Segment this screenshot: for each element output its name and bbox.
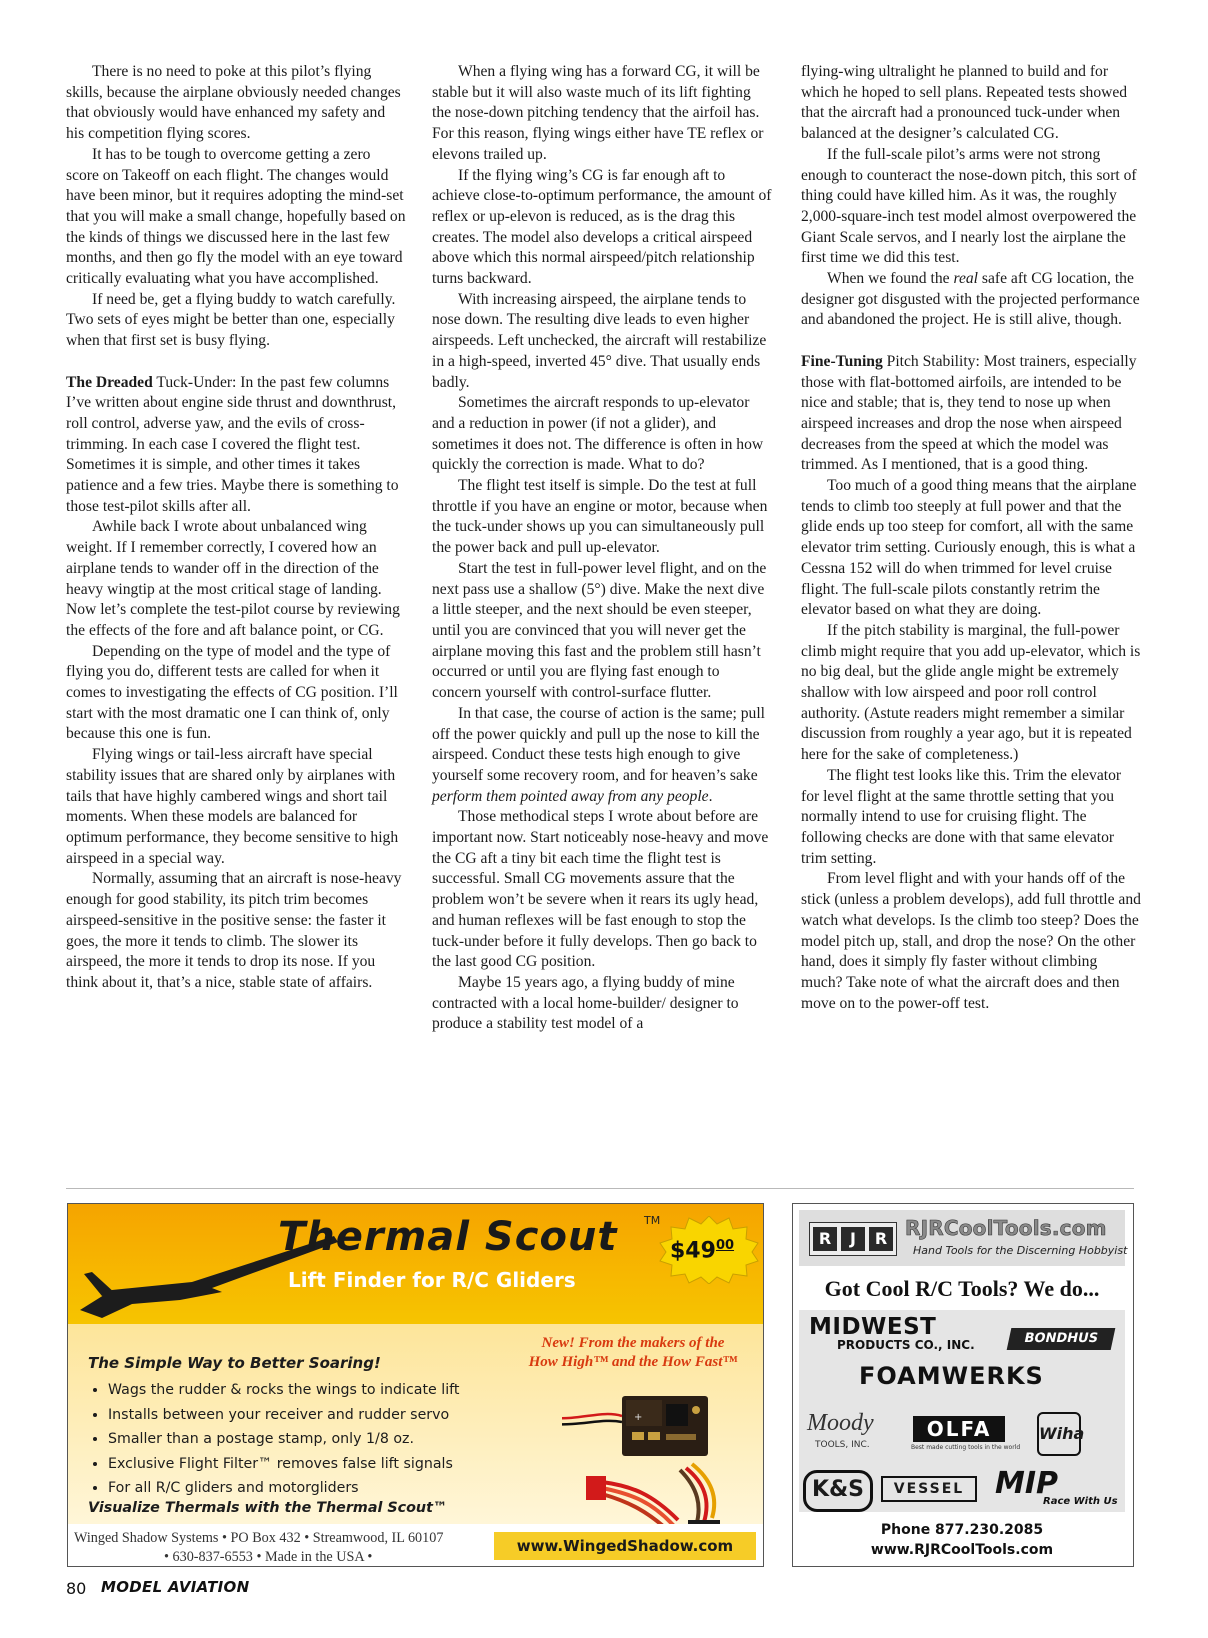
midwest-logo: MIDWEST — [809, 1314, 937, 1340]
thermal-scout-ad[interactable] — [67, 1203, 764, 1567]
article-paragraph: Normally, assuming that an aircraft is nose-heavy enough for good stability, its pitch trim becomes airspeed-sensitive in the positive sense: the faster it goes, the more it tends to climb. The slower its airspeed, the more it tends to drop its nose. If you think about it, that’s a nice, stable state of affairs. — [66, 870, 402, 991]
phone-number: Phone 877.230.2085 — [880, 1522, 1044, 1538]
company-address: Winged Shadow Systems • PO Box 432 • Streamwood, IL 60107 — [74, 1530, 444, 1546]
website-link[interactable]: www.RJRCoolTools.com — [870, 1542, 1054, 1558]
article-paragraph: If the flying wing’s CG is far enough aft to achieve close-to-optimum performance, the amount of reflex or up-elevon is reduced, as is the drag this creates. The model also develops a critical airspeed above which this normal airspeed/pitch relationship turns backward. — [432, 166, 772, 288]
midwest-subtitle: PRODUCTS CO., INC. — [837, 1338, 975, 1352]
article-column-3 — [801, 62, 1141, 1014]
ad-headline: Got Cool R/C Tools? We do... — [824, 1276, 1100, 1301]
section-heading: The Dreaded — [66, 373, 153, 391]
company-phone: • 630-837-6553 • Made in the USA • — [164, 1549, 373, 1565]
article-paragraph: If need be, get a flying buddy to watch carefully. Two sets of eyes might be better than one, especially when that first set is busy flying. — [66, 290, 396, 350]
article-column-2 — [432, 62, 772, 1035]
ad-tagline: The Simple Way to Better Soaring! — [88, 1354, 381, 1372]
article-paragraph: The flight test looks like this. Trim the elevator for level flight at the same throttle setting that you normally intend to use for cruising flight. The following checks are done with that same elevator trim setting. — [801, 766, 1122, 867]
olfa-subtitle: Best made cutting tools in the world — [911, 1444, 1021, 1451]
feature-item: • For all R/C gliders and motorgliders — [108, 1476, 588, 1501]
article-paragraph: Depending on the type of model and the type of flying you do, different tests are called for when it comes to investigating the effects of CG position. I’ll start with the most dramatic one I can think of, only because this one is fun. — [66, 642, 398, 743]
article-paragraph: The Dreaded Tuck-Under: In the past few columns I’ve written about engine side thrust and downthrust, roll control, adverse yaw, and the evils of cross-trimming. In each case I covered the flight test. Sometimes it is simple, and other times it takes patience and a few tries. Maybe there is something to those test-pilot skills after all. — [66, 373, 399, 515]
ad-subtitle: Lift Finder for R/C Gliders — [288, 1268, 576, 1292]
article-paragraph: When a flying wing has a forward CG, it will be stable but it will also waste much of its lift fighting the nose-down pitching tendency that the airfoil has. For this reason, flying wings either have TE reflex or elevons trailed up. — [432, 63, 764, 163]
site-tagline: Hand Tools for the Discerning Hobbyist — [913, 1244, 1128, 1257]
moody-logo: Moody — [807, 1410, 874, 1436]
article-paragraph: If the full-scale pilot’s arms were not strong enough to counteract the nose-down pitch, this sort of thing could have killed him. As it was, the roughly 2,000-square-inch test model almost overpowered the Giant Scale servos, and I nearly lost the airplane the first time we did this test. — [801, 145, 1137, 267]
article-column-1 — [66, 62, 406, 994]
trademark-mark: TM — [644, 1214, 661, 1227]
mip-logo: MIP — [995, 1466, 1059, 1501]
article-paragraph: With increasing airspeed, the airplane tends to nose down. The resulting dive leads to even higher airspeeds. Left unchecked, the aircraft will restabilize in a high-speed, inverted 45° dive. That usually ends badly. — [432, 290, 767, 391]
website-link[interactable]: www.WingedShadow.com — [494, 1532, 756, 1560]
rjr-cool-tools-ad[interactable] — [792, 1203, 1134, 1567]
feature-item: • Exclusive Flight Filter™ removes false lift signals — [108, 1452, 588, 1477]
ad-slogan: Visualize Thermals with the Thermal Scout™ — [88, 1500, 448, 1516]
mip-subtitle: Race With Us — [1043, 1496, 1118, 1507]
article-paragraph: There is no need to poke at this pilot’s flying skills, because the airplane obviously needed changes that obviously would have enhanced my safety and his competition flying scores. — [66, 63, 401, 143]
article-paragraph: Fine-Tuning Pitch Stability: Most trainers, especially those with flat-bottomed airfoils, are intended to be nice and stable; that is, they tend to nose up when airspeed increases and drop the nose when airspeed decreases from the speed at which the model was trimmed. As I mentioned, that is a good thing. — [801, 352, 1137, 474]
article-paragraph: Awhile back I wrote about unbalanced wing weight. If I remember correctly, I covered how an airplane tends to wander off in the direction of the heavy wingtip at the most critical stage of landing. Now let’s complete the test-pilot course by reviewing the effects of the fore and aft balance point, or CG. — [66, 518, 400, 639]
article-paragraph: Too much of a good thing means that the airplane tends to climb too steeply at full power and that the glide ends up too steep for comfort, all with the same elevator trim setting. Curiously enough, this is what a Cessna 152 will do when trimmed for level cruise flight. The full-scale pilots constantly retrim the elevator based on what they are doing. — [801, 477, 1137, 619]
article-paragraph: It has to be tough to overcome getting a zero score on Takeoff on each flight. The changes would have been minor, but it requires adopting the mind-set that you will make a small change, hopefully based on the kinds of things we discussed here in the last few months, and then go fly the model with an eye toward critically evaluating what you have accomplished. — [66, 145, 406, 288]
wiha-logo: Wiha — [1037, 1412, 1081, 1456]
magazine-name: MODEL AVIATION — [101, 1578, 250, 1596]
bondhus-logo: BONDHUS — [1007, 1328, 1116, 1350]
new-from-makers-note: New! From the makers of the How High™ and the How Fast™ — [528, 1335, 738, 1370]
article-paragraph: Those methodical steps I wrote about before are important now. Start noticeably nose-heavy and move the CG aft a tiny bit each time the flight test is successful. Small CG movements assure that the problem won’t be severe when it rears its ugly head, and human reflexes will be fast enough to stop the tuck-under before it fully develops. Then go back to the last good CG position. — [432, 808, 769, 971]
article-paragraph: When we found the real safe aft CG location, the designer got disgusted with the projected performance and abandoned the project. He is still alive, though. — [801, 270, 1140, 329]
feature-item: • Installs between your receiver and rudder servo — [108, 1403, 588, 1428]
ad-divider-rule — [66, 1188, 1134, 1189]
rjr-logo: R J R — [809, 1222, 897, 1256]
ad-title: Thermal Scout — [278, 1214, 618, 1260]
feature-item: • Wags the rudder & rocks the wings to indicate lift — [108, 1378, 588, 1403]
vessel-logo: VESSEL — [881, 1476, 977, 1502]
article-paragraph: The flight test itself is simple. Do the test at full throttle if you have an engine or motor, because when the tuck-under shows up you can simultaneously pull the power back and pull up-elevator. — [432, 477, 768, 557]
article-paragraph: If the pitch stability is marginal, the full-power climb might require that you add up-elevator, which is no big deal, but the glide angle might be extremely shallow with low airspeed and poor roll control authority. (Astute readers might remember a similar discussion from roughly a year ago, but it is repeated here for the sake of completeness.) — [801, 621, 1141, 764]
olfa-logo: OLFA — [913, 1416, 1005, 1442]
article-paragraph: Flying wings or tail-less aircraft have special stability issues that are shared only by airplanes with tails that have highly cambered wings and short tail moments. When these models are balanced for optimum performance, they become sensitive to high airspeed in a special way. — [66, 746, 399, 867]
page-number: 80 — [66, 1579, 87, 1598]
article-paragraph: Start the test in full-power level flight, and on the next pass use a shallow (5°) dive. Make the next dive a little steeper, and the next should be even steeper, until you are convinced that you will never get the airplane moving this fast and the problem still hasn’t occurred or until you are flying fast enough to concern yourself with control-surface flutter. — [432, 559, 767, 702]
site-name: RJRCoolTools.com — [905, 1216, 1107, 1240]
article-paragraph: Sometimes the aircraft responds to up-elevator and a reduction in power (if not a glider), and sometimes it does not. The difference is often in how quickly the correction is made. What to do? — [432, 394, 764, 474]
foamwerks-logo: FOAMWERKS — [859, 1362, 1044, 1390]
feature-item: • Smaller than a postage stamp, only 1/8 oz. — [108, 1427, 588, 1452]
article-paragraph: flying-wing ultralight he planned to build and for which he hoped to sell plans. Repeated tests showed that the aircraft had a pronounced tuck-under when balanced at the designer’s calculated CG. — [801, 63, 1128, 143]
article-paragraph: In that case, the course of action is the same; pull off the power quickly and pull up the nose to kill the airspeed. Conduct these tests high enough to give yourself some recovery room, and for heaven’s sake perform them pointed away from any people. — [432, 704, 766, 805]
svg-text:+: + — [634, 1412, 643, 1423]
feature-list — [88, 1378, 588, 1501]
ks-logo: K&S — [803, 1470, 873, 1512]
price-label: $\$49^{00}$ — [670, 1238, 735, 1264]
article-paragraph: Maybe 15 years ago, a flying buddy of mine contracted with a local home-builder/ designer to produce a stability test model of a — [432, 973, 739, 1033]
article-paragraph: From level flight and with your hands off of the stick (unless a problem develops), add full throttle and watch what develops. Is the climb too steep? Does the model pitch up, stall, and drop the nose? On the other hand, does it simply fly faster without climbing much? Take note of what the aircraft does and then move on to the power-off test. — [801, 870, 1141, 1012]
moody-subtitle: TOOLS, INC. — [815, 1440, 870, 1450]
section-heading: Fine-Tuning — [801, 352, 883, 370]
